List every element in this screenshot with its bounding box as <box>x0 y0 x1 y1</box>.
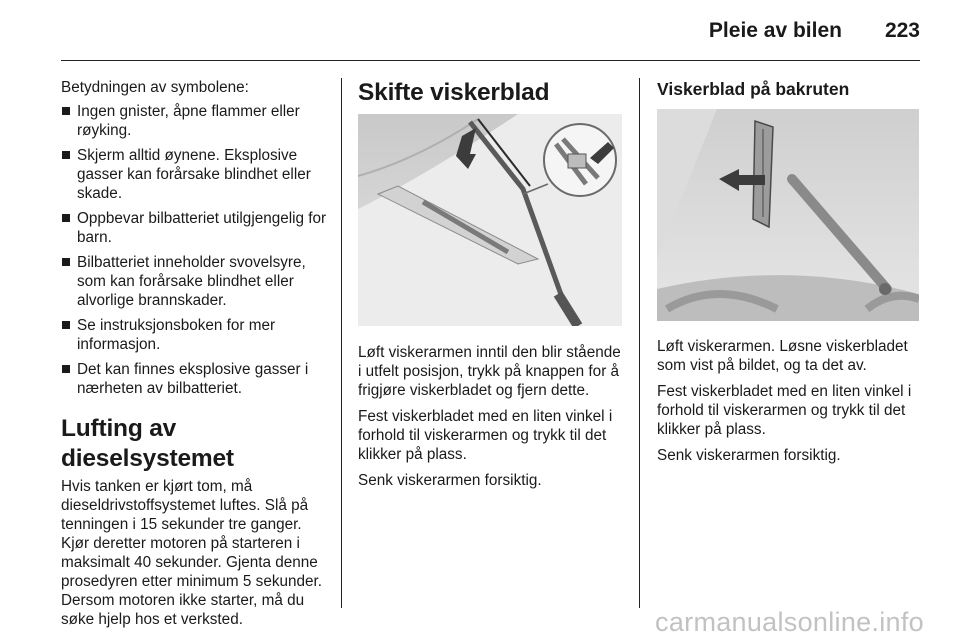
list-item: Ingen gnister, åpne flammer eller røyking. <box>61 102 329 140</box>
square-bullet-icon <box>62 321 70 329</box>
list-item: Oppbevar bilbatteriet utilgjengelig for barn. <box>61 209 329 247</box>
symbol-list <box>61 102 329 398</box>
page-header <box>0 0 960 62</box>
wiper-step-2: Fest viskerbladet med en liten vinkel i forhold til viskerarmen og trykk til det klikker på plass. <box>358 408 613 463</box>
wiper-step-1: Løft viskerarmen inntil den blir stående i utfelt posisjon, trykk på knappen for å frigjøre viskerbladet og fjern dette. <box>358 344 621 399</box>
watermark: carmanualsonline.info <box>655 607 924 637</box>
column-wiper-front <box>358 78 624 497</box>
page-number: 223 <box>884 19 920 42</box>
header-divider <box>61 60 920 61</box>
column-divider <box>341 78 342 608</box>
rear-wiper-heading: Viskerblad på bakruten <box>657 79 850 99</box>
rear-wiper-step-3: Senk viskerarmen forsiktig. <box>657 447 841 464</box>
square-bullet-icon <box>62 151 70 159</box>
square-bullet-icon <box>62 365 70 373</box>
wiper-step-3: Senk viskerarmen forsiktig. <box>358 472 542 489</box>
list-item: Skjerm alltid øynene. Eksplosive gasser kan forårsake blindhet eller skade. <box>61 146 329 203</box>
diesel-paragraph: Hvis tanken er kjørt tom, må dieseldrivstoffsystemet luftes. Slå på tenningen i 15 sekunder tre ganger. Kjør deretter motoren på starteren i maksimalt 40 sekunder. Gjenta denne prosedyren etter minimum 5 sekunder. Dersom motoren ikke starter, må du søke hjelp hos et verksted. <box>61 478 323 628</box>
column-wiper-rear <box>657 78 923 472</box>
list-item: Se instruksjonsboken for mer informasjon. <box>61 316 329 354</box>
rear-wiper-step-2: Fest viskerbladet med en liten vinkel i forhold til viskerarmen og trykk til det klikker på plass. <box>657 383 912 438</box>
list-item: Bilbatteriet inneholder svovelsyre, som kan forårsake blindhet eller alvorlige brannskader. <box>61 253 329 310</box>
column-battery-diesel <box>61 78 329 636</box>
rear-wiper-illustration <box>657 109 919 321</box>
section-title: Pleie av bilen <box>708 19 842 42</box>
rear-wiper-step-1: Løft viskerarmen. Løsne viskerbladet som vist på bildet, og ta det av. <box>657 338 908 374</box>
symbols-intro: Betydningen av symbolene: <box>61 79 249 96</box>
square-bullet-icon <box>62 214 70 222</box>
list-item: Det kan finnes eksplosive gasser i nærheten av bilbatteriet. <box>61 360 329 398</box>
square-bullet-icon <box>62 258 70 266</box>
wiper-heading: Skifte viskerblad <box>358 79 550 106</box>
wiper-blade-illustration <box>358 114 622 326</box>
square-bullet-icon <box>62 107 70 115</box>
column-divider <box>639 78 640 608</box>
diesel-heading: Lufting av dieselsystemet <box>61 415 234 472</box>
